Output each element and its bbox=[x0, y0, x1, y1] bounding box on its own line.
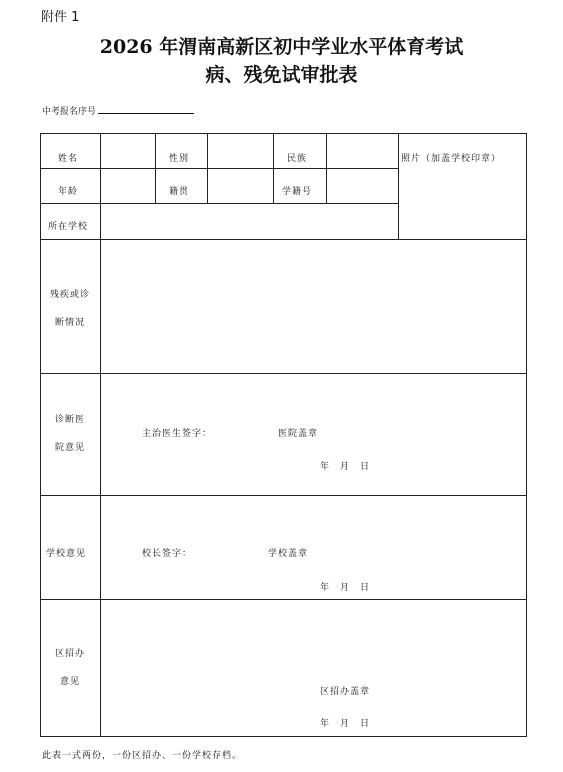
photo-label: 照片（加盖学校印章） bbox=[401, 154, 502, 164]
table-line bbox=[40, 239, 527, 240]
table-line bbox=[155, 133, 156, 203]
table-line bbox=[40, 599, 527, 600]
doctor-signature-label: 主治医生签字： bbox=[142, 429, 213, 439]
table-line bbox=[40, 203, 398, 204]
serial-number-field[interactable] bbox=[42, 104, 194, 117]
approval-form-table bbox=[40, 133, 527, 737]
hospital-seal-label: 医院盖章 bbox=[278, 429, 319, 439]
table-line bbox=[40, 168, 398, 169]
gender-label: 性别 bbox=[169, 154, 190, 164]
hospital-label-line2: 院意见 bbox=[54, 443, 85, 453]
district-label-line1: 区招办 bbox=[54, 649, 85, 659]
district-date-label: 年 月 日 bbox=[320, 719, 371, 729]
table-line bbox=[526, 133, 527, 737]
table-line bbox=[100, 133, 101, 737]
hospital-opinion-label bbox=[40, 406, 100, 462]
page-title-line2: 病、残免试审批表 bbox=[205, 64, 358, 86]
name-label: 姓名 bbox=[58, 154, 79, 164]
school-label: 所在学校 bbox=[48, 222, 89, 232]
school-date-label: 年 月 日 bbox=[320, 583, 371, 593]
footer-note: 此表一式两份，一份区招办、一份学校存档。 bbox=[42, 751, 243, 761]
table-line bbox=[40, 495, 527, 496]
serial-number-line bbox=[98, 104, 194, 114]
age-label: 年龄 bbox=[58, 187, 79, 197]
principal-signature-label: 校长签字： bbox=[142, 549, 193, 559]
table-line bbox=[326, 133, 327, 203]
district-office-label bbox=[40, 640, 100, 696]
student-id-label: 学籍号 bbox=[282, 187, 313, 197]
diagnosis-label bbox=[40, 281, 100, 337]
table-line bbox=[273, 133, 274, 203]
hospital-label-line1: 诊断医 bbox=[54, 415, 85, 425]
ethnicity-label: 民族 bbox=[287, 154, 308, 164]
school-opinion-label: 学校意见 bbox=[46, 549, 87, 559]
attachment-label: 附件 1 bbox=[41, 10, 80, 25]
hospital-date-label: 年 月 日 bbox=[320, 462, 371, 472]
serial-number-label: 中考报名序号 bbox=[42, 107, 97, 117]
table-line bbox=[207, 133, 208, 203]
table-line bbox=[398, 133, 399, 239]
origin-label: 籍贯 bbox=[169, 187, 190, 197]
district-label-line2: 意见 bbox=[59, 677, 80, 687]
district-seal-label: 区招办盖章 bbox=[320, 687, 371, 697]
page-title-line1: 2026 年渭南高新区初中学业水平体育考试 bbox=[99, 36, 464, 58]
diagnosis-label-line1: 残疾或诊 bbox=[49, 290, 90, 300]
school-seal-label: 学校盖章 bbox=[268, 549, 309, 559]
table-line bbox=[40, 373, 527, 374]
table-line bbox=[40, 133, 527, 134]
table-line bbox=[40, 736, 527, 737]
diagnosis-label-line2: 断情况 bbox=[54, 318, 85, 328]
